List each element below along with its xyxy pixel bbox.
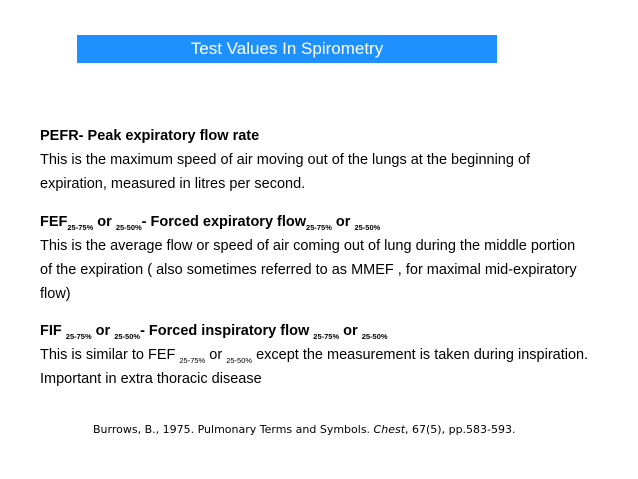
- fef-or-1: or: [93, 214, 116, 230]
- fif-line-2: Important in extra thoracic disease: [40, 371, 262, 387]
- reference-post: , 67(5), pp.583-593.: [405, 423, 516, 436]
- fif-line1-post: except the measurement is taken during inspiration.: [252, 347, 589, 363]
- fif-sub-3: 25-75%: [313, 332, 340, 341]
- pefr-section: [40, 124, 630, 196]
- fif-line-1: [40, 343, 630, 367]
- fef-heading: [40, 210, 630, 234]
- fif-or-2: or: [339, 323, 362, 339]
- fif-line1-sub-2: 25-50%: [226, 356, 253, 365]
- fef-sub-3: 25-75%: [306, 223, 332, 232]
- fef-line-3: flow): [40, 286, 71, 302]
- fef-sub-1: 25-75%: [67, 223, 94, 232]
- fif-sub-1: 25-75%: [65, 332, 92, 341]
- fef-section: [40, 210, 630, 306]
- fif-heading: [40, 319, 630, 343]
- fif-line1-sub-1: 25-75%: [179, 356, 206, 365]
- fef-or-2: or: [331, 214, 355, 230]
- fif-or-1: or: [91, 323, 115, 339]
- pefr-heading: PEFR- Peak expiratory flow rate: [40, 128, 260, 144]
- reference-pre: Burrows, B., 1975. Pulmonary Terms and Symbols.: [93, 423, 374, 436]
- fif-sub-4: 25-50%: [361, 332, 388, 341]
- fif-abbr: FIF: [40, 323, 66, 339]
- fif-line1-or: or: [205, 347, 227, 363]
- fef-sub-2: 25-50%: [115, 223, 142, 232]
- fef-name: - Forced expiratory flow: [141, 214, 307, 230]
- fif-section: [40, 319, 630, 391]
- slide-title: Test Values In Spirometry: [77, 35, 497, 63]
- fef-line-2: of the expiration ( also sometimes referred to as MMEF , for maximal mid-expiratory: [40, 262, 577, 278]
- fef-abbr: FEF: [40, 214, 68, 230]
- reference-citation: [93, 423, 516, 436]
- fef-line-1: This is the average flow or speed of air coming out of lung during the middle portion: [40, 238, 576, 254]
- reference-journal: Chest: [373, 423, 406, 436]
- fif-name: - Forced inspiratory flow: [140, 323, 314, 339]
- fif-sub-2: 25-50%: [114, 332, 141, 341]
- fif-line1-pre: This is similar to FEF: [40, 347, 180, 363]
- pefr-line-1: This is the maximum speed of air moving out of the lungs at the beginning of: [40, 152, 531, 168]
- fef-sub-4: 25-50%: [354, 223, 381, 232]
- pefr-line-2: expiration, measured in litres per second.: [40, 176, 306, 192]
